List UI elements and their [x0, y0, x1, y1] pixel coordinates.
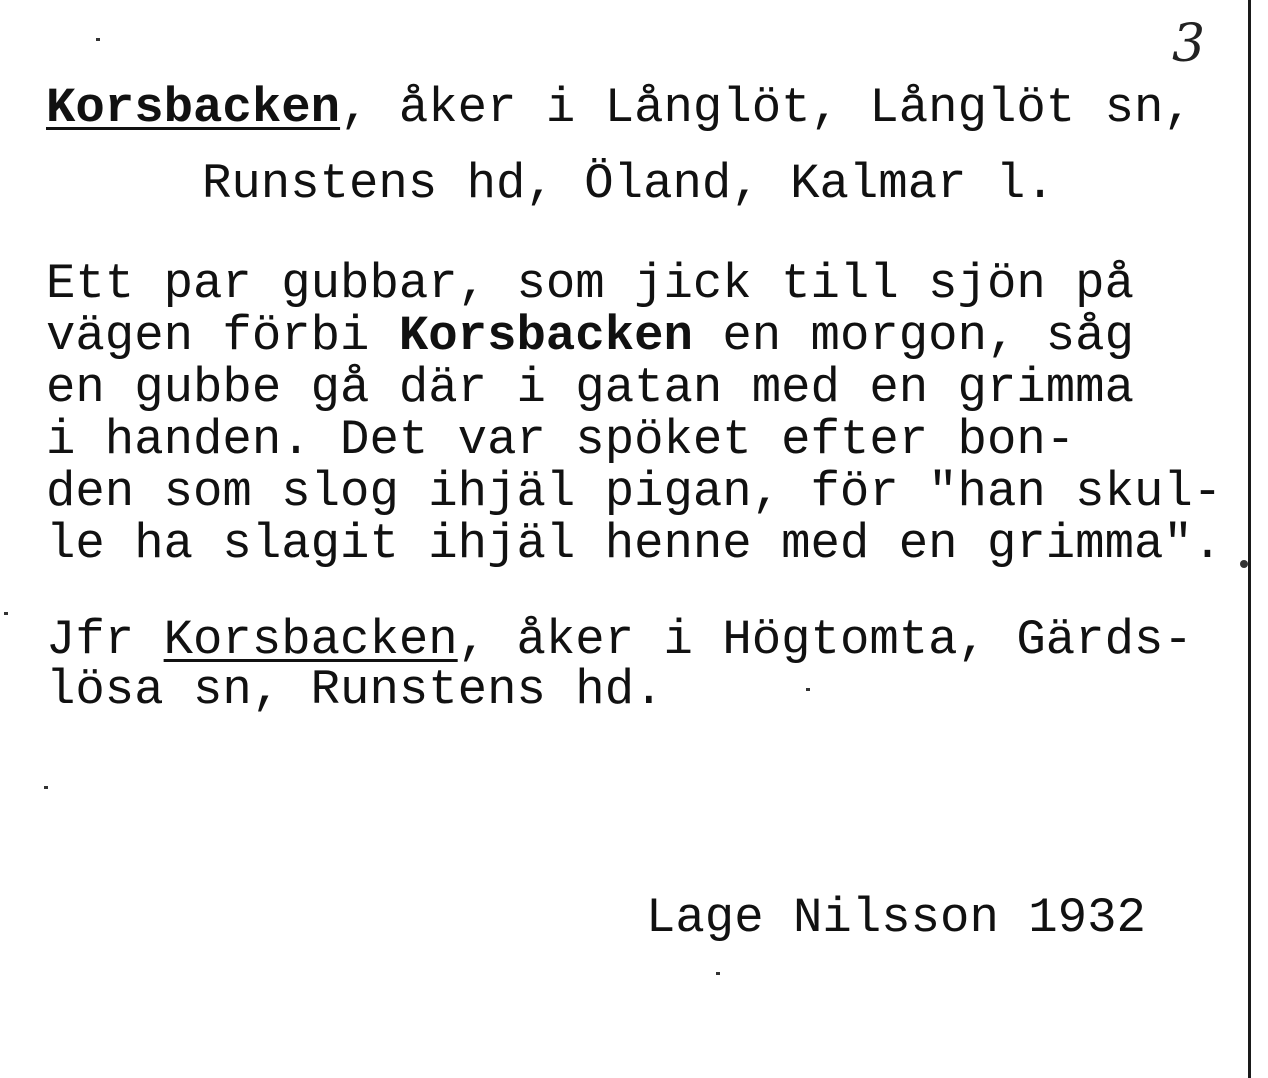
story-line-2-a: vägen förbi — [46, 308, 399, 364]
heading-line-1 — [46, 82, 1193, 134]
story-place-name: Korsbacken — [398, 308, 693, 364]
scan-speck — [4, 612, 8, 615]
scan-speck — [44, 786, 48, 789]
story-line-4: i handen. Det var spöket efter bon- — [46, 412, 1076, 468]
story-line-5: den som slog ihjäl pigan, för "han skul- — [46, 464, 1223, 520]
scan-speck — [96, 38, 100, 41]
reference-place-name: Korsbacken — [163, 612, 458, 668]
page-number: 3 — [1172, 14, 1206, 74]
card-edge-line — [1248, 0, 1251, 1078]
reference-line-2: lösa sn, Runstens hd. — [46, 662, 664, 718]
signature: Lage Nilsson 1932 — [646, 890, 1146, 946]
story-line-3: en gubbe gå där i gatan med en grimma — [46, 360, 1134, 416]
reference-prefix: Jfr — [46, 612, 164, 668]
reference-line-1-rest: , åker i Högtomta, Gärds- — [457, 612, 1193, 668]
reference-line-1 — [46, 614, 1193, 666]
scan-speck — [716, 972, 720, 975]
heading-place-name: Korsbacken — [46, 80, 341, 136]
scan-speck — [1240, 560, 1248, 568]
scan-speck — [806, 688, 810, 691]
heading-line-2: Runstens hd, Öland, Kalmar l. — [202, 156, 1055, 212]
story-line-2 — [46, 310, 1134, 362]
story-line-6: le ha slagit ihjäl henne med en grimma". — [46, 516, 1223, 572]
heading-line-1-rest: , åker i Långlöt, Långlöt sn, — [340, 80, 1193, 136]
story-line-1: Ett par gubbar, som jick till sjön på — [46, 256, 1134, 312]
story-line-2-b: en morgon, såg — [692, 308, 1134, 364]
